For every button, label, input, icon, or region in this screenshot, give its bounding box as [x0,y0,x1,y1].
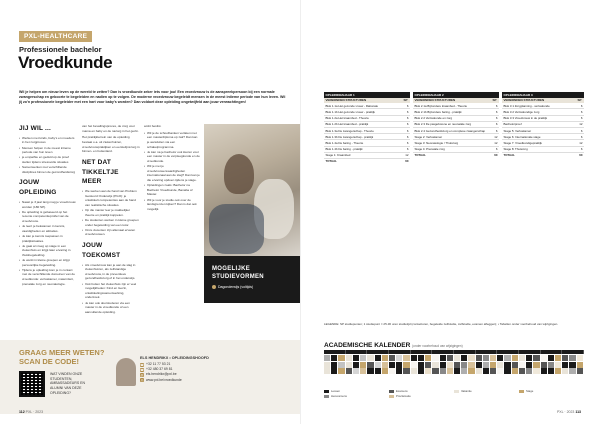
study-forms-box [204,256,300,303]
phone-icon: ☎ [140,362,144,367]
list-item: • Mensen helpen in de meest intieme periode van hun leven [19,146,77,155]
table-header: OPLEIDINGSJAAR 2 [413,92,499,98]
calendar-cell [331,368,338,374]
list-item: • Op die manier leer je makkelijker theorie en praktijk koppelen. [82,208,140,217]
legend-label: Lessen [331,389,341,393]
table-header: OPLEIDINGSJAAR 1 [324,92,410,98]
list-item: • De opleiding is gebaseerd op het recente competentieprofiel van de vroedvrouw. [19,210,77,224]
calendar-cell [324,368,331,374]
calendar-cell [389,368,396,374]
education-heading: JOUW OPLEIDING [19,179,57,197]
calendar-cell [548,368,555,374]
calendar-cell [526,368,533,374]
calendar-cell [346,362,353,368]
table-row: Blok 2.1a Bijzondere kraambed - Theorie 6 [414,103,498,108]
table-row: Stage 2: Verloskamer 12 [414,134,498,139]
email-icon: @ [140,373,144,378]
list-item: • Wil je de schoolbanken verlaten met een masterdiploma op zak? Dan kan je aansluiten via een schakelprogramma. [144,131,200,150]
list-item: • Je kan je kennis toepassen in praktijksituaties. [19,234,77,243]
table-row: Blok 2.3 De pasgeborene en neonatale zorg 6 [414,122,498,127]
calendar-cell [411,362,418,368]
contact-website[interactable]: www.pxl.be/vroedkunde [146,377,182,382]
col3-list [144,131,200,212]
list-item: • Tijdens je opleiding kom je in contact met de verschillende domeinen van de vroedkunde: verloskamer, materniteit, prenatale zorg en neonatologie. [19,268,77,287]
curriculum-year-1: OPLEIDINGSJAAR 1 VERBONDEN STRUCTUREN SP Blok 1.1a Het gezonde vrouw - Rationale 6 Blok 1.1b Het gezonde vrouw - praktijk 6 Blok 1.2a Het kraambed - Theorie 6 Blok 1.2b Het kraambed - praktijk 6 Blok 1.3a De zwangerschap - Theorie 6 Blok 1.3b De zwangerschap - praktijk 6 Blok 1.4a De baring - Theorie 6 Blok 1.4b De baring - praktijk 6 Stage 1: Kraambed 12 TOTAAL 60 [325,92,409,164]
calendar-cell [562,355,569,361]
calendar-cell [483,368,490,374]
calendar-cell [367,368,374,374]
calendar-cell [497,355,504,361]
calendar-cell [331,362,338,368]
legend-swatch [324,390,329,393]
calendar-cell [353,355,360,361]
list-item: • Je gaat al vroeg op stage in een ziekenhuis en krijgt later ervaring in thuisbegeleiding. [19,244,77,258]
calendar-cell [476,368,483,374]
extra-heading: NET DAT TIKKELTJE MEER [82,158,119,186]
program-subtitle: Professionele bachelor [19,45,102,54]
table-total: TOTAAL 60 [325,159,409,164]
calendar-cell [569,362,576,368]
bullet-icon [212,285,216,289]
calendar-cell [497,362,504,368]
column-3 [144,124,200,212]
calendar-cell [389,362,396,368]
contact-phone-2[interactable]: +32 480 37 69 81 [146,367,173,372]
calendar-cell [533,362,540,368]
calendar-cell [432,362,439,368]
calendar-cell [555,355,562,361]
calendar-cell [548,355,555,361]
table-row: Stage 1: Kraambed 12 [325,153,409,158]
calendar-cell [375,355,382,361]
calendar-cell [418,355,425,361]
table-row: Blok 1.4b De baring - praktijk 6 [325,147,409,152]
table-row: Stage 8: Thuiszorg 6 [503,147,583,152]
legend-swatch [324,395,329,398]
calendar-cell [382,362,389,368]
calendar-cell [454,355,461,361]
calendar-cell [447,362,454,368]
contact-name: ELS HENDRIKX • OPLEIDINGSHOOFD [140,356,209,360]
calendar-cell [338,362,345,368]
calendar-cell [360,355,367,361]
list-item: • Opleidingen zoals: Bachelor na Bachelor Vroedkunde, Banaba of Master. [144,183,200,197]
table-legend: LEGENDE: SP studiepunten; 1 studiepunt = 25-30 uren studietijd (contacturen, begeleide zelfstudie, zelfstudie, examen afleggen); • Tabellen onder voorbehoud van wijzigingen. [324,322,559,326]
calendar-cell [526,362,533,368]
calendar-cell [569,368,576,374]
calendar-cell [476,355,483,361]
table-row: Stage 3: Neonatologie / Thuiszorg 12 [414,140,498,145]
table-header: OPLEIDINGSJAAR 3 [502,92,584,98]
legend-swatch [519,390,524,393]
page-number-left: 112 PXL · 2023 [19,410,44,414]
calendar-cell [440,355,447,361]
calendar-cell [490,355,497,361]
legend-label: Examens [396,389,408,393]
calendar-cell [382,355,389,361]
calendar-cell [483,355,490,361]
column-1 [19,124,77,287]
contact-title: GRAAG MEER WETEN? SCAN DE CODE! [19,348,105,366]
calendar-cell [353,362,360,368]
legend-swatch [389,390,394,393]
table-row: Blok 1.4a De baring - Theorie 6 [325,140,409,145]
col2-text-2: Het praktijkterrein van de opleiding bestaat o.a. uit ziekenhuizen, vroedvrouwpraktijken en eerstelijnszorg in binnen- en buitenland. [82,135,140,154]
calendar-cell [490,362,497,368]
calendar-cell [519,362,526,368]
table-row: Stage 4: Prenatale zorg 6 [414,147,498,152]
calendar-cell [396,355,403,361]
table-row: Blok 1.3b De zwangerschap - praktijk 6 [325,134,409,139]
calendar-cell [504,355,511,361]
calendar-cell [440,368,447,374]
page-number-right: PXL · 2023 113 [556,410,581,414]
calendar-cell [432,368,439,374]
calendar-cell [541,355,548,361]
list-item: • Naast je 3 jaar lang mag je vroedvrouw worden (180 SP). [19,200,77,209]
calendar-cell [432,355,439,361]
calendar-cell [418,362,425,368]
list-item: • De studenten werken in kleine groepen onder begeleiding van een tutor. [82,218,140,227]
calendar-cell [375,368,382,374]
calendar-cell [562,362,569,368]
calendar-cell [512,362,519,368]
list-item: • Samenwerken met verschillende disciplines binnen de gezondheidszorg [19,165,77,174]
calendar-cell [338,368,345,374]
calendar-cell [461,362,468,368]
calendar-cell [360,368,367,374]
calendar-cell [476,362,483,368]
legend-swatch [454,390,459,393]
study-forms-title-1: MOGELIJKE [212,266,251,272]
calendar-cell [324,362,331,368]
calendar-cell [541,362,548,368]
calendar-cell [396,362,403,368]
list-item: • Als vroedvrouw kan je aan de slag in ziekenhuizen, als zelfstandige vroedvrouw, in de preventieve gezondheidszorg of in het onderwijs. [82,263,140,282]
legend-label: Vakantie [461,389,472,393]
calendar-cell [504,368,511,374]
calendar-cell [454,368,461,374]
education-list [19,200,77,287]
table-row: Blok 2.1b Bijzondere baring - praktijk 6 [414,109,498,114]
legend-label: Herexamens [331,394,347,398]
calendar-cell [367,362,374,368]
calendar-cell [411,355,418,361]
intro-paragraph: Wil je helpen om nieuw leven op de wereld te zetten? Dan is vroedkunde zeker iets voor jou! Een vroedvrouw is de aanspreekpersoon bij een normale zwangerschap en geboorte te begeleiden en nadien op te volgen. De moderne vroedvrouw begeleidt mensen in de meest intieme periode van hun leven. Wil jij zo'n professionele begeleider met een hart voor baby's worden? Dan voldoet deze opleiding ongetwijfeld aan jouw verwachtingen! [19,90,286,105]
calendar-cell [411,368,418,374]
legend-swatch [389,395,394,398]
table-row: Blok 1.1b Het gezonde vrouw - praktijk 6 [325,109,409,114]
legend-label: Stage [526,389,534,393]
calendar-cell [577,362,584,368]
calendar-cell [331,355,338,361]
calendar-cell [555,368,562,374]
calendar-cell [454,362,461,368]
calendar-cell [519,355,526,361]
department-tag: PXL-HEALTHCARE [19,31,92,42]
list-item: • Ook buiten het ziekenhuis zijn er veel mogelijkheden: Kind en Gezin, ontwikkelingssamenwerking, onderzoek. [82,282,140,301]
calendar-cell [497,368,504,374]
calendar-cell [468,368,475,374]
table-row: Blok 1.1a Het gezonde vrouw - Rationale 6 [325,103,409,108]
table-row: Stage 5: Verloskamer 6 [503,128,583,133]
calendar-cell [577,355,584,361]
academic-calendar [324,350,584,385]
calendar-cell [403,368,410,374]
calendar-cell [548,362,555,368]
calendar-cell [338,355,345,361]
calendar-cell [512,368,519,374]
table-row: Bachelorproef 12 [503,122,583,127]
list-item: • Je kan ook doorstuderen via een master in de vroedkunde of een aanvullende opleiding. [82,301,140,315]
calendar-cell [403,362,410,368]
mobile-icon: ☎ [140,367,144,372]
calendar-cell [461,368,468,374]
qr-code[interactable] [19,371,45,397]
you-heading: JIJ WIL ... [19,125,52,132]
calendar-cell [425,355,432,361]
list-item: • Je leert je bekwamen in kennis, vaardigheden en attitudes. [19,224,77,233]
table-row: Stage 6: Internationale stage 6 [503,134,583,139]
calendar-cell [447,355,454,361]
col3-text-1: ambt beslist. [144,124,162,128]
calendar-cell [541,368,548,374]
contact-phone-1[interactable]: +32 11 77 53 21 [146,361,171,366]
calendar-cell [490,368,497,374]
table-row: Blok 1.2b Het kraambed - praktijk 6 [325,122,409,127]
column-2 [82,124,140,315]
future-heading: JOUW TOEKOMST [82,242,121,259]
calendar-cell [562,368,569,374]
contact-info [140,356,209,383]
calendar-cell [425,362,432,368]
calendar-cell [555,362,562,368]
calendar-cell [461,355,468,361]
calendar-cell [533,368,540,374]
avatar [116,358,136,386]
list-item: • Werken met kinds, baby's en moeders in het zorgproces [19,136,77,145]
table-row: Blok 3.2 Verloskundige zorg 6 [503,109,583,114]
table-total: TOTAAL 60 [414,153,498,158]
list-item: • Onze docenten zijn allemaal ervaren vroedvrouwen. [82,228,140,237]
web-icon: ◎ [140,378,144,383]
curriculum-year-2: OPLEIDINGSJAAR 2 VERBONDEN STRUCTUREN SP Blok 2.1a Bijzondere kraambed - Theorie 6 Blok 2.1b Bijzondere baring - praktijk 6 Blok 2.2 Verloskunde en zorg 6 Blok 2.3 De pasgeborene en neonatale zorg 6 Blok 2.4 Gezondheidszorg en complexe zwangerschap 6 Stage 2: Verloskamer 12 Stage 3: Neonatologie / Thuiszorg 12 Stage 4: Prenatale zorg 6 TOTAAL 60 [414,92,498,158]
list-item: • je empathie en geduld op de proef stellen tijdens stressvolle situaties [19,155,77,164]
calendar-cell [577,368,584,374]
col2-text-1: van het bevallingsproces, de zorg voor mama en baby en de nazorg in het gezin. [82,124,139,133]
calendar-cell [360,362,367,368]
study-forms-title-2: STUDIEVORMEN [212,273,264,280]
calendar-cell [396,368,403,374]
you-list [19,136,77,175]
future-list [82,263,140,315]
calendar-cell [526,355,533,361]
calendar-cell [569,355,576,361]
calendar-cell [512,355,519,361]
calendar-cell [389,355,396,361]
calendar-cell [504,362,511,368]
list-item: • We werken aan de hand van Problem Gestuurd Onderwijs (PGO): je ontwikkelt competenties aan de hand van realistische situaties. [82,189,140,208]
calendar-cell [353,368,360,374]
calendar-cell [346,355,353,361]
calendar-cell [533,355,540,361]
curriculum-year-3: OPLEIDINGSJAAR 3 VERBONDEN STRUCTUREN SP Blok 3.1 Zorgplanning - verloskunde 6 Blok 3.2 Verloskundige zorg 6 Blok 3.3 Vroedvrouw in de praktijk 6 Bachelorproef 12 Stage 5: Verloskamer 6 Stage 6: Internationale stage 6 Stage 7: Vroedkundigepraktijk 12 Stage 8: Thuiszorg 6 TOTAAL 60 [503,92,583,158]
table-row: Blok 2.2 Verloskunde en zorg 6 [414,116,498,121]
calendar-cell [468,362,475,368]
list-item: • Wil je met je vroedvrouwenvaardigheden internationaal aan de slag? Dan kan je die ervaring opdoen tijdens je stage. [144,164,200,183]
calendar-cell [375,362,382,368]
table-row: Blok 2.4 Gezondheidszorg en complexe zwangerschap 6 [414,128,498,133]
calendar-cell [324,355,331,361]
table-row: Stage 7: Vroedkundigepraktijk 12 [503,140,583,145]
contact-email[interactable]: els.hendrikx@pxl.be [146,372,177,377]
students-photo [204,124,300,256]
table-row: Blok 1.2a Het kraambed - Theorie 6 [325,116,409,121]
table-row: Blok 1.3a De zwangerschap - Theorie 6 [325,128,409,133]
calendar-cell [425,368,432,374]
calendar-cell [367,355,374,361]
calendar-cell [382,368,389,374]
calendar-title: ACADEMISCHE KALENDER (onder voorbehoud van wijzigingen) [324,342,463,349]
page-title: Vroedkunde [18,53,113,72]
calendar-legend [324,389,584,398]
calendar-cell [418,368,425,374]
table-row: Blok 3.3 Vroedvrouw in de praktijk 6 [503,116,583,121]
calendar-cell [447,368,454,374]
calendar-cell [440,362,447,368]
calendar-cell [468,355,475,361]
extra-list [82,189,140,237]
list-item: • Je werkt in kleine groepen en krijgt persoonlijke begeleiding. [19,258,77,267]
table-row: Blok 3.1 Zorgplanning - verloskunde 6 [503,103,583,108]
table-total: TOTAAL 60 [503,153,583,158]
legend-label: Proclamatie [396,394,411,398]
qr-caption: WAT VINDEN ONZE STUDENTEN, AMBASSADEURS EN ALUMNI VAN DEZE OPLEIDING? [50,372,86,395]
calendar-cell [483,362,490,368]
study-form-option: Dagonderwijs (voltijds) [218,285,254,289]
calendar-cell [403,355,410,361]
list-item: • Je kan na je bachelor ook kiezen voor een master in de verpleegkunde en de vroedkunde. [144,150,200,164]
list-item: • Wil je voor je studie ook over de landsgrenzen kijken? Dan is dat ook mogelijk. [144,198,200,212]
calendar-cell [346,368,353,374]
calendar-cell [519,368,526,374]
